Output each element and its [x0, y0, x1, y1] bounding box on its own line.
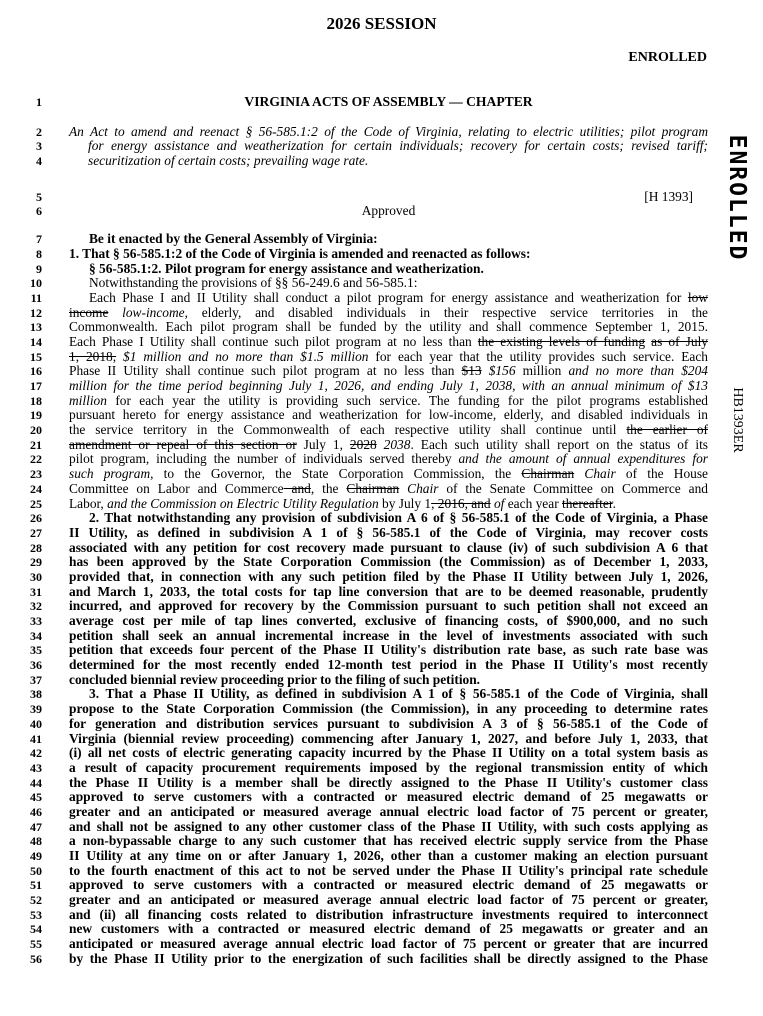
line-number: 20 [30, 423, 42, 438]
inserted-text: and the Commission on Electric Utility Regulation [107, 495, 379, 511]
line [0, 423, 763, 438]
enactment-two: incurred, and approved for recovery by the Commission pursuant to such petition shall not exceed an [69, 598, 708, 614]
line-number: 30 [30, 569, 42, 584]
text-run: , to the Governor, the State Corporation Commission, the [150, 466, 522, 482]
text-line [69, 467, 708, 482]
text-line [69, 394, 708, 409]
line-number: 18 [30, 393, 42, 408]
enactment-three: approved to serve customers with a contracted or measured electric demand of 25 megawatts or [69, 877, 708, 893]
line-number: 53 [30, 907, 42, 922]
line-number: 31 [30, 584, 42, 599]
text-run: July 1, [296, 436, 350, 452]
line [0, 350, 763, 365]
line [0, 599, 763, 614]
struck-text: 2028 [349, 436, 377, 452]
text-line [69, 452, 708, 467]
line [0, 922, 763, 937]
line-number: 36 [30, 658, 42, 673]
struck-text: 1, 2018, [69, 348, 117, 364]
line-number: 51 [30, 878, 42, 893]
line [0, 291, 763, 306]
line [0, 658, 763, 673]
act-description: securitization of certain costs; prevailing wage rate. [88, 153, 369, 169]
line [0, 467, 763, 482]
enactment-three: greater and an anticipated or measured average annual electric load factor of 75 percent or greater, [69, 803, 708, 819]
text-line [69, 291, 708, 306]
line [0, 614, 763, 629]
line [0, 570, 763, 585]
line [0, 673, 763, 688]
line-number: 42 [30, 746, 42, 761]
line [0, 761, 763, 776]
line [0, 526, 763, 541]
line-number: 22 [30, 452, 42, 467]
line-number: 6 [36, 204, 42, 219]
enactment-three: new customers with a contracted or measured electric demand of 25 megawatts or greater and an [69, 921, 708, 937]
line [0, 555, 763, 570]
line-number: 9 [36, 261, 42, 276]
inserted-text: low-income [108, 304, 185, 320]
line [0, 320, 763, 335]
line-number: 29 [30, 555, 42, 570]
line-number: 34 [30, 628, 42, 643]
struck-text: the existing levels of funding [477, 333, 646, 349]
inserted-text: and no more than $204 [568, 363, 708, 379]
line-number: 10 [30, 276, 42, 291]
line [0, 438, 763, 453]
line [0, 232, 763, 247]
line [0, 306, 763, 321]
enrolled-label: ENROLLED [628, 50, 707, 65]
line [0, 878, 763, 893]
line [0, 849, 763, 864]
line [0, 585, 763, 600]
enactment-one: 1. That § 56-585.1:2 of the Code of Virginia is amended and reenacted as follows: [69, 245, 531, 261]
bill-number: [H 1393] [644, 188, 693, 204]
line [0, 820, 763, 835]
text-run: of the Senate Committee on Commerce and [438, 480, 708, 496]
line-number: 33 [30, 614, 42, 628]
text-run: Each Phase I and II Utility shall conduct a pilot program for energy assistance and weatherization for [89, 289, 688, 305]
session-heading: 2026 SESSION [326, 14, 437, 33]
line-number: 43 [30, 760, 42, 775]
line-number: 26 [30, 511, 42, 526]
line [0, 276, 763, 291]
line-number: 11 [30, 290, 42, 305]
text-run: pilot program, including the number of individuals served thereby [69, 451, 459, 467]
enactment-two: and March 1, 2033, the total costs for tap line conversion that are to be deemed reasonable, prudently [69, 583, 708, 599]
struck-text: the earlier of [626, 422, 708, 438]
line [0, 262, 763, 277]
line [0, 702, 763, 717]
struck-text: Chairman [346, 480, 400, 496]
line-number: 50 [30, 863, 42, 878]
line-number: 7 [36, 232, 42, 247]
text-run: . [612, 495, 616, 511]
line-number: 13 [30, 320, 42, 335]
enactment-three: anticipated or measured average annual electric load factor of 75 percent or greater that are incurred [69, 936, 708, 952]
text-line [69, 335, 708, 350]
line [0, 732, 763, 747]
line-number: 17 [30, 379, 42, 393]
line-number: 32 [30, 599, 42, 614]
line-number: 15 [30, 349, 42, 364]
line [0, 364, 763, 379]
line-number: 28 [30, 540, 42, 555]
line [0, 643, 763, 658]
section-heading: § 56-585.1:2. Pilot program for energy assistance and weatherization. [89, 260, 484, 276]
line [0, 482, 763, 497]
line [0, 511, 763, 526]
struck-text: income [69, 304, 109, 320]
text-line [69, 364, 708, 379]
text-run: by July 1 [378, 495, 432, 511]
inserted-text: such program [69, 466, 151, 482]
line-number: 5 [36, 189, 42, 204]
inserted-text: and the amount of annual expenditures for [458, 451, 708, 467]
inserted-text: of [490, 495, 505, 511]
text-run: , the [310, 480, 347, 496]
enactment-three: to the fourth enactment of this act to not be served under the Phase II Utility's principal rate schedule [69, 862, 708, 878]
line [0, 541, 763, 556]
enactment-three: (i) all net costs of electric generating capacity incurred by the Phase II Utility on a total system basis as [69, 745, 708, 761]
enactment-three: greater and an anticipated or measured average annual electric load factor of 75 percent or greater, [69, 892, 708, 908]
enactment-two: II Utility, as defined in subdivision A 1 of § 56-585.1 of the Code of Virginia, may recover costs [69, 524, 708, 540]
line-number: 56 [30, 951, 42, 966]
line [0, 687, 763, 702]
line-number: 21 [30, 437, 42, 452]
line-number: 24 [30, 481, 42, 496]
line [0, 154, 763, 169]
line [0, 776, 763, 791]
line [0, 335, 763, 350]
line [0, 247, 763, 262]
enactment-two: determined for the most recently ended 12-month test period in the Phase II Utility's most recently [69, 657, 708, 673]
line-number: 35 [30, 643, 42, 658]
enactment-three: Virginia (biennial review proceeding) commencing after January 1, 2027, and before July 1, 2033, that [69, 730, 708, 746]
line [0, 717, 763, 732]
text-line [69, 306, 708, 321]
line [0, 394, 763, 409]
inserted-text: 2038 [376, 436, 411, 452]
struck-text: as of July [651, 333, 708, 349]
text-run: for each year the utility is providing such service. The funding for the pilot programs established [106, 392, 708, 408]
side-bill-text: HB1393ER [730, 387, 745, 453]
line [0, 893, 763, 908]
text-run: of the House [615, 466, 708, 482]
struck-text: Chairman [521, 466, 575, 482]
text-run: Phase II Utility shall continue such pilot program at no less than [69, 363, 462, 379]
line-number: 2 [36, 124, 42, 139]
line [0, 937, 763, 952]
line [0, 379, 763, 394]
enactment-two: concluded biennial review proceeding prior to the filing of such petition. [69, 671, 481, 687]
enactment-three: II Utility at any time on or after January 1, 2026, other than a customer making an election pursuant [69, 848, 708, 863]
text-run: Labor, [69, 495, 108, 511]
text-run: , elderly, and disabled individuals in their respective service territories in the [184, 304, 708, 320]
line-number: 27 [30, 525, 42, 540]
line [0, 452, 763, 467]
line [0, 834, 763, 849]
line-number: 38 [30, 687, 42, 702]
enactment-two: provided that, in connection with any such petition filed by the Phase II Utility between July 1, 2026, [69, 568, 708, 584]
line-number: 45 [30, 790, 42, 805]
line-number: 14 [30, 334, 42, 349]
line-number: 8 [36, 246, 42, 261]
text-line [69, 482, 708, 497]
line [0, 408, 763, 423]
bill-text-body [0, 95, 763, 967]
text-line: Commonwealth. Each pilot program shall be funded by the utility and shall commence September 1, 2015. [69, 319, 708, 335]
inserted-text: Chair [399, 480, 439, 496]
line [0, 805, 763, 820]
line-number: 19 [30, 408, 42, 423]
line [0, 746, 763, 761]
text-line: Notwithstanding the provisions of §§ 56-249.6 and 56-585.1: [89, 275, 418, 291]
line [0, 139, 763, 154]
text-line [69, 350, 708, 365]
enactment-three: propose to the State Corporation Commission (the Commission), in any proceeding to determine rates [69, 701, 708, 717]
line [0, 190, 763, 205]
act-title: VIRGINIA ACTS OF ASSEMBLY — CHAPTER [244, 94, 533, 109]
enactment-two: petition shall seek an annual incremental increase in the level of investments associated with such [69, 627, 708, 643]
text-line [69, 497, 708, 512]
text-run: each year [504, 495, 563, 511]
line [0, 952, 763, 967]
side-enrolled-text: ENROLLED [724, 134, 750, 262]
line-number: 1 [36, 95, 42, 109]
line-number: 54 [30, 922, 42, 937]
line-number: 44 [30, 775, 42, 790]
inserted-text: $1 million and no more than $1.5 million [116, 348, 369, 364]
line-number: 46 [30, 804, 42, 819]
approved-label: Approved [361, 203, 416, 219]
enactment-three: a result of capacity procurement requirements imposed by the regional transmission entity of which [69, 759, 708, 775]
struck-text: $13 [461, 363, 482, 379]
enactment-two: 2. That notwithstanding any provision of subdivision A 6 of § 56-585.1 of the Code of Virginia, a Phase [89, 510, 708, 526]
inserted-line: million for the time period beginning July 1, 2026, and ending July 1, 2038, with an annual minimum of $13 [69, 378, 708, 393]
line-number: 3 [36, 139, 42, 154]
line-number: 47 [30, 819, 42, 834]
line-number: 49 [30, 849, 42, 863]
text-line: pursuant hereto for energy assistance and weatherization for low-income, elderly, and disabled individuals in [69, 407, 708, 423]
enactment-three: by the Phase II Utility prior to the energization of such facilities shall be directly assigned to the Phase [69, 950, 708, 966]
inserted-text: Chair [574, 466, 616, 482]
act-description: An Act to amend and reenact § 56-585.1:2 of the Code of Virginia, relating to electric utilities; pilot program [69, 123, 708, 139]
line-number: 12 [30, 305, 42, 320]
line-number: 25 [30, 496, 42, 511]
line [0, 908, 763, 923]
inserted-text: million [69, 392, 107, 408]
line-number: 40 [30, 716, 42, 731]
line [0, 629, 763, 644]
text-line [69, 438, 708, 453]
line-number: 37 [30, 672, 42, 687]
struck-text: amendment or repeal of this section or [69, 436, 297, 452]
line [0, 125, 763, 140]
line-number: 48 [30, 834, 42, 849]
enactment-two: average cost per mile of tap lines converted, exclusive of financing costs, of $900,000, and no such [69, 613, 708, 628]
line-number: 23 [30, 467, 42, 482]
line-number: 4 [36, 154, 42, 169]
act-description: for energy assistance and weatherization for certain individuals; recovery for certain costs; revised tariff; [88, 138, 708, 154]
enactment-two: petition that exceeds four percent of the Phase II Utility's distribution rate base, as such rate base was [69, 642, 708, 658]
struck-text: and [283, 480, 311, 496]
enactment-three: and (ii) all financing costs related to distribution infrastructure investments required to interconnect [69, 906, 708, 922]
line [0, 864, 763, 879]
line-number: 16 [30, 364, 42, 379]
line-number: 52 [30, 893, 42, 908]
text-run: for each year that the utility provides such service. Each [368, 348, 708, 364]
line [0, 95, 763, 110]
text-run: Committee on Labor and Commerce [69, 480, 284, 496]
struck-text: thereafter [562, 495, 613, 511]
enacting-clause: Be it enacted by the General Assembly of Virginia: [89, 231, 378, 247]
line [0, 790, 763, 805]
struck-text: , 2016, and [431, 495, 491, 511]
line-number: 55 [30, 937, 42, 952]
line-number: 41 [30, 731, 42, 746]
enactment-three: 3. That a Phase II Utility, as defined in subdivision A 1 of § 56-585.1 of the Code of Virginia, shall [89, 686, 708, 702]
line [0, 204, 763, 219]
enactment-three: for generation and distribution services pursuant to subdivision A 3 of § 56-585.1 of the Code of [69, 715, 708, 731]
text-run: million [515, 363, 569, 379]
struck-text: low [687, 289, 708, 305]
enactment-three: a non-bypassable charge to any such customer that has received electric supply service from the Phase [69, 833, 708, 849]
text-run: the service territory in the Commonwealth of each respective utility shall continue until [69, 422, 627, 438]
enactment-three: and shall not be assigned to any other customer class of the Phase II Utility, with such costs applying as [69, 818, 708, 834]
text-run: . Each such utility shall report on the status of its [410, 436, 708, 452]
enactment-three: approved to serve customers with a contracted or measured electric demand of 25 megawatts or [69, 789, 708, 805]
inserted-text: $156 [481, 363, 516, 379]
line [0, 497, 763, 512]
text-line [69, 423, 708, 438]
line-number: 39 [30, 702, 42, 717]
enactment-two: associated with any petition for cost recovery made pursuant to clause (iv) of such subdivision A 6 that [69, 539, 708, 555]
enactment-two: has been approved by the State Corporation Commission (the Commission) as of December 1, 2033, [69, 554, 708, 570]
text-run: Each Phase I Utility shall continue such pilot program at no less than [69, 333, 478, 349]
enactment-three: the Phase II Utility is a member shall be directly assigned to the Phase II Utility's customer class [69, 774, 708, 790]
